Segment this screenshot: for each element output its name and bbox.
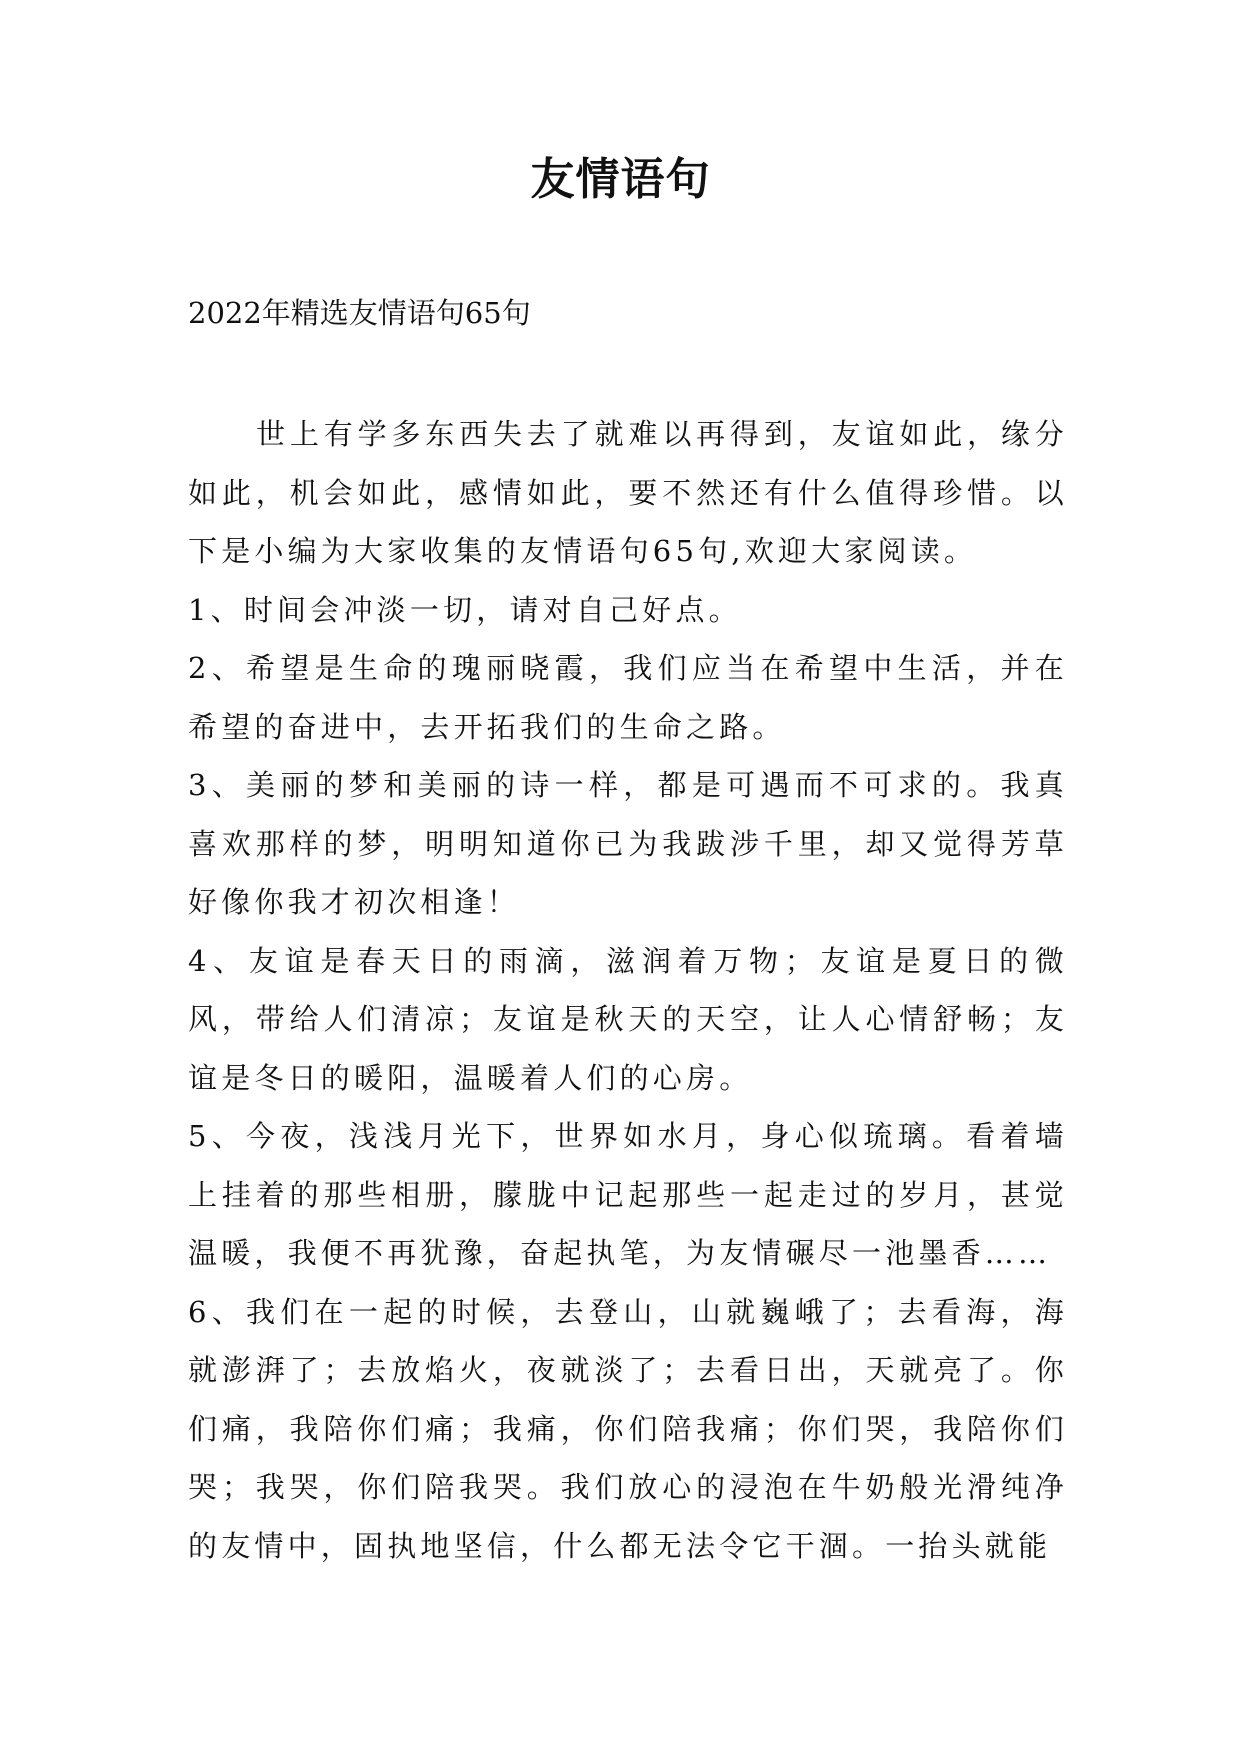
- list-item: 5、今夜，浅浅月光下，世界如水月，身心似琉璃。看着墙上挂着的那些相册，朦胧中记起那些一起走过的岁月，甚觉温暖，我便不再犹豫，奋起执笔，为友情碾尽一池墨香……: [188, 1119, 1068, 1270]
- list-item: 1、时间会冲淡一切，请对自己好点。: [188, 592, 742, 627]
- intro-paragraph: 世上有学多东西失去了就难以再得到，友谊如此，缘分如此，机会如此，感情如此，要不然还有什么值得珍惜。以下是小编为大家收集的友情语句65句,欢迎大家阅读。: [188, 417, 1068, 568]
- document-subtitle: 2022年精选友情语句65句: [188, 296, 531, 330]
- list-item: 6、我们在一起的时候，去登山，山就巍峨了；去看海，海就澎湃了；去放焰火，夜就淡了；去看日出，天就亮了。你们痛，我陪你们痛；我痛，你们陪我痛；你们哭，我陪你们哭；我哭，你们陪我哭。我们放心的浸泡在牛奶般光滑纯净的友情中，固执地坚信，什么都无法令它干涸。一抬头就能: [188, 1294, 1068, 1563]
- list-item: 2、希望是生命的瑰丽晓霞，我们应当在希望中生活，并在希望的奋进中，去开拓我们的生命之路。: [188, 651, 1068, 744]
- list-item: 3、美丽的梦和美丽的诗一样，都是可遇而不可求的。我真喜欢那样的梦，明明知道你已为我跋涉千里，却又觉得芳草好像你我才初次相逢！: [188, 768, 1068, 919]
- document-body: [188, 405, 1068, 1575]
- list-item: 4、友谊是春天日的雨滴，滋润着万物；友谊是夏日的微风，带给人们清凉；友谊是秋天的天空，让人心情舒畅；友谊是冬日的暖阳，温暖着人们的心房。: [188, 943, 1068, 1095]
- document-title: 友情语句: [530, 154, 711, 205]
